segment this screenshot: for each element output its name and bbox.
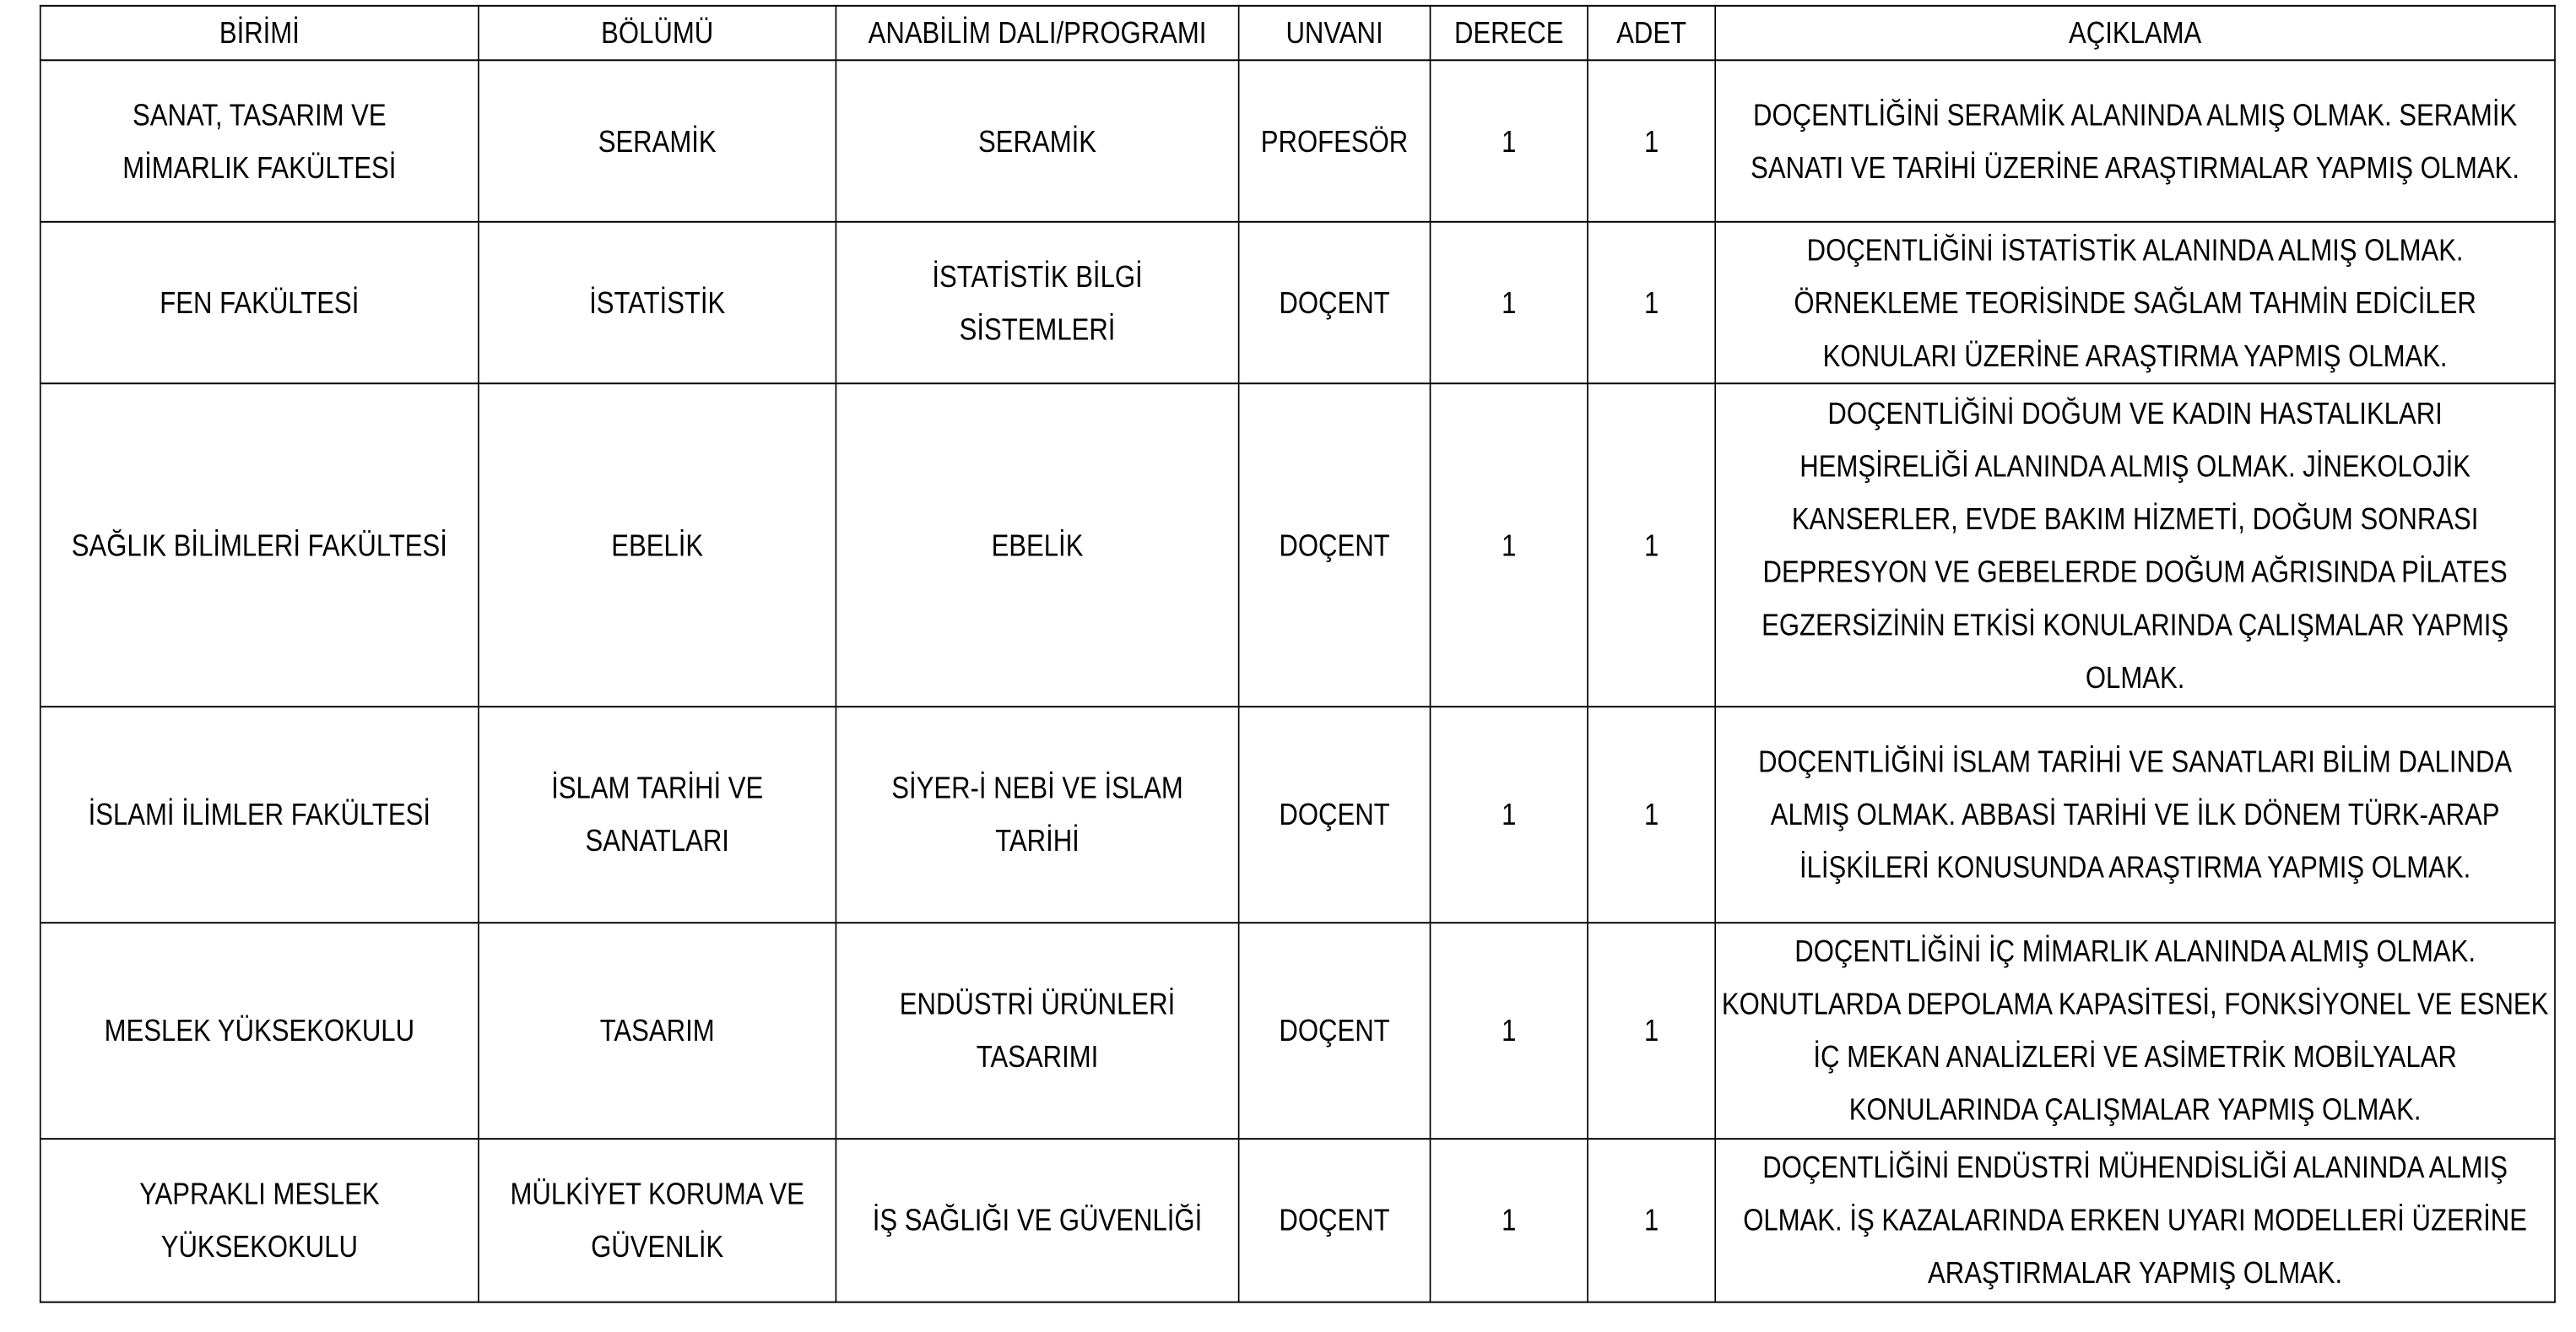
cell-derece: 1: [1430, 1139, 1588, 1302]
cell-aciklama: DOÇENTLİĞİNİ İSLAM TARİHİ VE SANATLARI BİLİM DALINDA ALMIŞ OLMAK. ABBASİ TARİHİ VE İLK DÖNEM TÜRK-ARAP İLİŞKİLERİ KONUSUNDA ARAŞTIRMA YAPMIŞ OLMAK.: [1715, 707, 2555, 923]
cell-anabilim: İŞ SAĞLIĞI VE GÜVENLİĞİ: [836, 1139, 1238, 1302]
cell-aciklama: DOÇENTLİĞİNİ İSTATİSTİK ALANINDA ALMIŞ OLMAK. ÖRNEKLEME TEORİSİNDE SAĞLAM TAHMİN EDİCİLER KONULARI ÜZERİNE ARAŞTIRMA YAPMIŞ OLMAK.: [1715, 222, 2555, 383]
cell-bolumu: SERAMİK: [479, 60, 836, 221]
cell-aciklama: DOÇENTLİĞİNİ SERAMİK ALANINDA ALMIŞ OLMAK. SERAMİK SANATI VE TARİHİ ÜZERİNE ARAŞTIRMALAR YAPMIŞ OLMAK.: [1715, 60, 2555, 221]
cell-anabilim: EBELİK: [836, 383, 1238, 707]
header-bolumu: BÖLÜMÜ: [479, 6, 836, 60]
cell-adet: 1: [1588, 923, 1715, 1139]
cell-birimi: SANAT, TASARIM VE MİMARLIK FAKÜLTESİ: [41, 60, 479, 221]
cell-unvani: DOÇENT: [1239, 222, 1431, 383]
header-derece: DERECE: [1430, 6, 1588, 60]
cell-unvani: DOÇENT: [1239, 383, 1431, 707]
table-row: [41, 1139, 2555, 1302]
header-anabilim: ANABİLİM DALI/PROGRAMI: [836, 6, 1238, 60]
header-birimi: BİRİMİ: [41, 6, 479, 60]
cell-birimi: İSLAMİ İLİMLER FAKÜLTESİ: [41, 707, 479, 923]
cell-birimi: FEN FAKÜLTESİ: [41, 222, 479, 383]
cell-bolumu: MÜLKİYET KORUMA VE GÜVENLİK: [479, 1139, 836, 1302]
table-row: [41, 222, 2555, 383]
cell-derece: 1: [1430, 707, 1588, 923]
cell-bolumu: İSTATİSTİK: [479, 222, 836, 383]
cell-unvani: DOÇENT: [1239, 923, 1431, 1139]
table-row: [41, 60, 2555, 221]
cell-unvani: DOÇENT: [1239, 1139, 1431, 1302]
header-row: [41, 6, 2555, 60]
cell-bolumu: EBELİK: [479, 383, 836, 707]
cell-anabilim: ENDÜSTRİ ÜRÜNLERİ TASARIMI: [836, 923, 1238, 1139]
cell-birimi: MESLEK YÜKSEKOKULU: [41, 923, 479, 1139]
header-unvani: UNVANI: [1239, 6, 1431, 60]
cell-bolumu: İSLAM TARİHİ VE SANATLARI: [479, 707, 836, 923]
cell-anabilim: İSTATİSTİK BİLGİ SİSTEMLERİ: [836, 222, 1238, 383]
cell-aciklama: DOÇENTLİĞİNİ ENDÜSTRİ MÜHENDİSLİĞİ ALANINDA ALMIŞ OLMAK. İŞ KAZALARINDA ERKEN UYARI MODELLERİ ÜZERİNE ARAŞTIRMALAR YAPMIŞ OLMAK.: [1715, 1139, 2555, 1302]
table-row: [41, 383, 2555, 707]
cell-aciklama: DOÇENTLİĞİNİ DOĞUM VE KADIN HASTALIKLARI HEMŞİRELİĞİ ALANINDA ALMIŞ OLMAK. JİNEKOLOJİK KANSERLER, EVDE BAKIM HİZMETİ, DOĞUM SONRASI DEPRESYON VE GEBELERDE DOĞUM AĞRISINDA PİLATES EGZERSİZİNİN ETKİSİ KONULARINDA ÇALIŞMALAR YAPMIŞ OLMAK.: [1715, 383, 2555, 707]
cell-derece: 1: [1430, 923, 1588, 1139]
cell-adet: 1: [1588, 222, 1715, 383]
cell-adet: 1: [1588, 707, 1715, 923]
table-row: [41, 923, 2555, 1139]
cell-adet: 1: [1588, 60, 1715, 221]
cell-aciklama: DOÇENTLİĞİNİ İÇ MİMARLIK ALANINDA ALMIŞ OLMAK. KONUTLARDA DEPOLAMA KAPASİTESİ, FONKSİYONEL VE ESNEK İÇ MEKAN ANALİZLERİ VE ASİMETRİK MOBİLYALAR KONULARINDA ÇALIŞMALAR YAPMIŞ OLMAK.: [1715, 923, 2555, 1139]
cell-anabilim: SİYER-İ NEBİ VE İSLAM TARİHİ: [836, 707, 1238, 923]
cell-derece: 1: [1430, 60, 1588, 221]
header-adet: ADET: [1588, 6, 1715, 60]
cell-adet: 1: [1588, 383, 1715, 707]
cell-unvani: DOÇENT: [1239, 707, 1431, 923]
cell-anabilim: SERAMİK: [836, 60, 1238, 221]
cell-birimi: YAPRAKLI MESLEK YÜKSEKOKULU: [41, 1139, 479, 1302]
staff-positions-table: [40, 5, 2556, 1303]
cell-unvani: PROFESÖR: [1239, 60, 1431, 221]
cell-derece: 1: [1430, 383, 1588, 707]
cell-bolumu: TASARIM: [479, 923, 836, 1139]
cell-birimi: SAĞLIK BİLİMLERİ FAKÜLTESİ: [41, 383, 479, 707]
header-aciklama: AÇIKLAMA: [1715, 6, 2555, 60]
cell-adet: 1: [1588, 1139, 1715, 1302]
cell-derece: 1: [1430, 222, 1588, 383]
table-row: [41, 707, 2555, 923]
